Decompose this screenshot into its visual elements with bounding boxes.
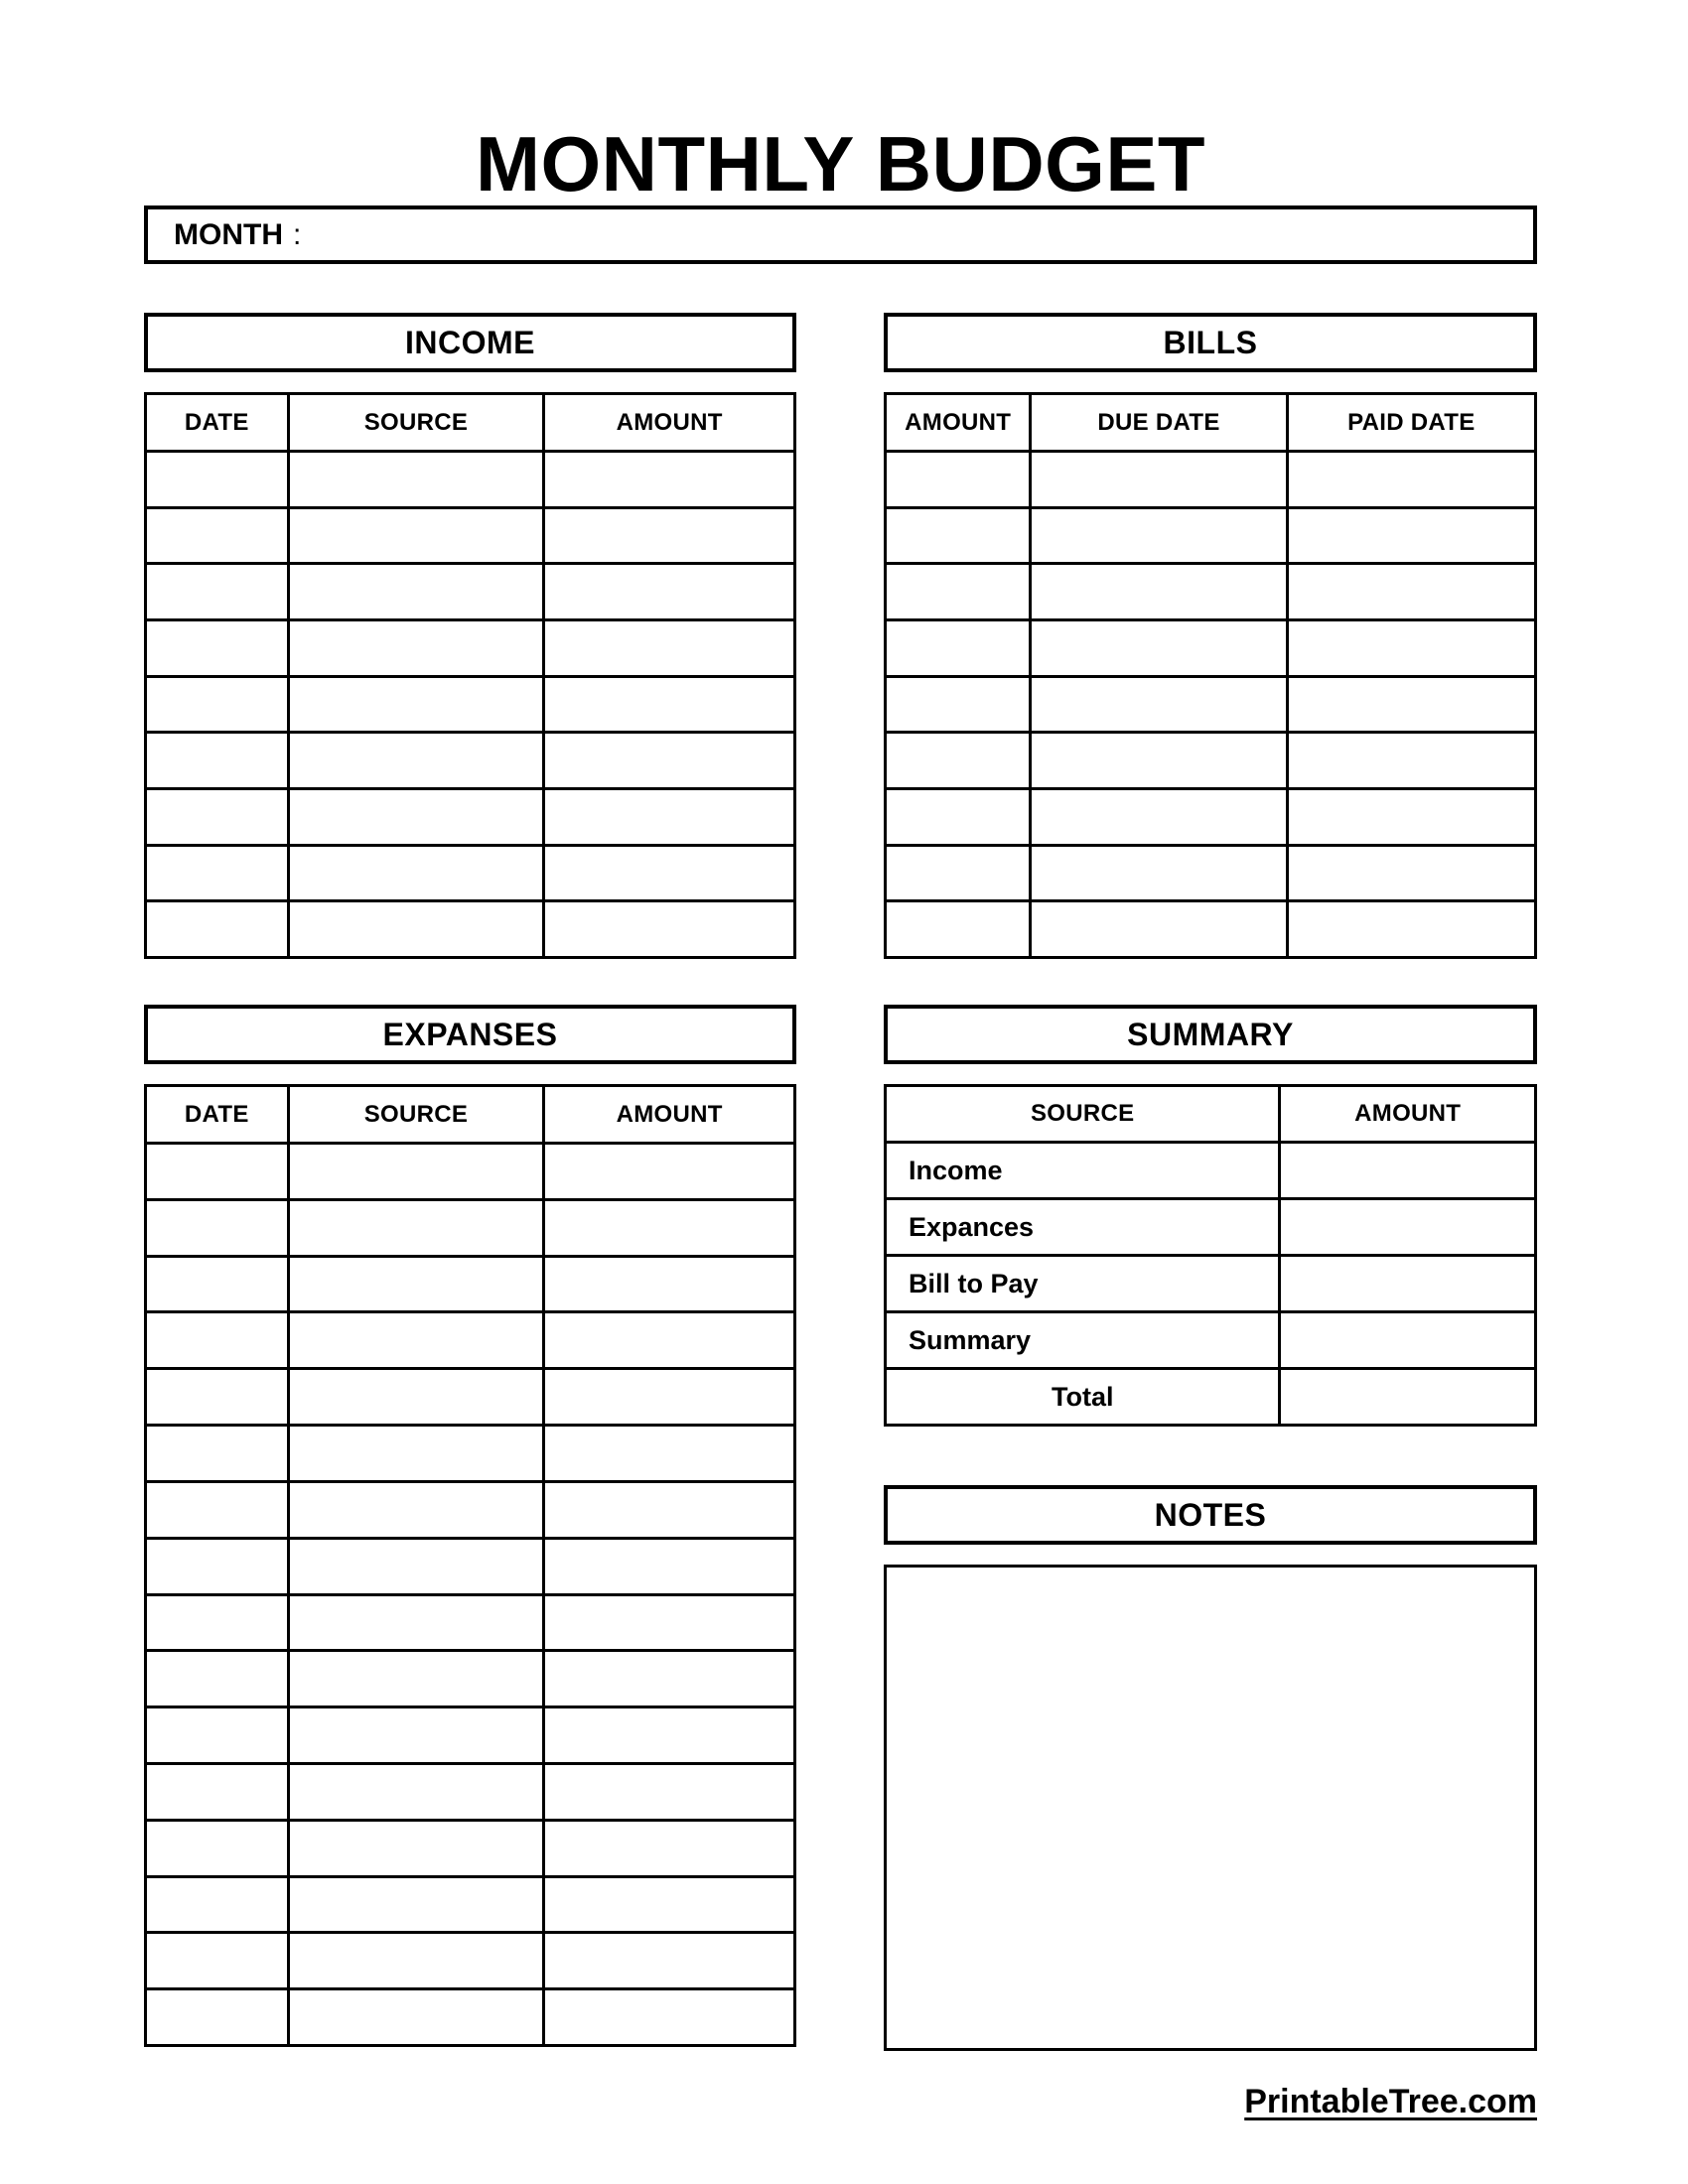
blank-cell[interactable] [542, 1540, 793, 1593]
blank-cell[interactable] [542, 1934, 793, 1987]
income-title-text: INCOME [405, 324, 535, 360]
expanses-col-amount: AMOUNT [542, 1087, 793, 1142]
summary-row-total [887, 1367, 1534, 1424]
blank-row [147, 1706, 793, 1762]
blank-cell[interactable] [542, 1822, 793, 1875]
expanses-header-row [147, 1087, 793, 1142]
page-title: MONTHLY BUDGET [475, 120, 1206, 207]
blank-cell[interactable] [147, 678, 287, 732]
blank-cell[interactable] [542, 1258, 793, 1311]
blank-row [887, 450, 1534, 506]
blank-row [147, 1649, 793, 1706]
summary-row-bill-to-pay [887, 1254, 1534, 1310]
blank-row [147, 1819, 793, 1875]
expanses-col-source: SOURCE [287, 1087, 543, 1142]
blank-cell[interactable] [1286, 565, 1534, 618]
blank-cell[interactable] [287, 847, 543, 900]
notes-writing-area[interactable] [884, 1565, 1537, 2051]
blank-row [147, 731, 793, 787]
month-colon: : [292, 217, 302, 251]
blank-cell[interactable] [287, 1990, 543, 2044]
blank-cell[interactable] [287, 1483, 543, 1537]
blank-row [887, 562, 1534, 618]
summary-section-title [884, 1005, 1537, 1064]
blank-cell[interactable] [147, 1258, 287, 1311]
blank-cell[interactable] [147, 1878, 287, 1932]
blank-cell[interactable] [542, 1145, 793, 1198]
expanses-section-title [144, 1005, 796, 1064]
blank-cell[interactable] [1286, 734, 1534, 787]
blank-cell[interactable] [542, 1201, 793, 1255]
blank-row [147, 562, 793, 618]
income-col-amount: AMOUNT [542, 395, 793, 450]
blank-cell[interactable] [147, 734, 287, 787]
blank-cell[interactable] [542, 1370, 793, 1424]
blank-cell[interactable] [1029, 453, 1285, 506]
expanses-col-date: DATE [184, 1100, 249, 1128]
blank-cell[interactable] [147, 902, 287, 956]
income-header-row [147, 395, 793, 450]
blank-cell[interactable] [287, 1934, 543, 1987]
blank-row [887, 618, 1534, 675]
blank-cell[interactable] [287, 453, 543, 506]
blank-cell[interactable] [887, 621, 1029, 675]
blank-cell[interactable] [542, 453, 793, 506]
blank-row [147, 1762, 793, 1819]
blank-cell[interactable] [147, 1370, 287, 1424]
summary-amount-cell[interactable] [1278, 1200, 1534, 1254]
blank-cell[interactable] [1286, 847, 1534, 900]
blank-row [887, 899, 1534, 956]
summary-col-amount: AMOUNT [1278, 1087, 1534, 1141]
blank-cell[interactable] [287, 565, 543, 618]
blank-cell[interactable] [147, 565, 287, 618]
expanses-table-body [147, 1142, 793, 2044]
footer-site-link[interactable]: PrintableTree.com [1244, 2083, 1537, 2120]
blank-cell[interactable] [542, 621, 793, 675]
bills-col-paid-date: PAID DATE [1286, 395, 1534, 450]
blank-cell[interactable] [287, 1708, 543, 1762]
blank-row [147, 450, 793, 506]
blank-row [147, 1875, 793, 1932]
summary-title-text: SUMMARY [1127, 1016, 1294, 1052]
footer [144, 2083, 1537, 2121]
summary-amount-cell[interactable] [1278, 1313, 1534, 1367]
summary-table [884, 1084, 1537, 1427]
blank-cell[interactable] [542, 1427, 793, 1480]
blank-cell[interactable] [147, 1934, 287, 1987]
blank-cell[interactable] [287, 621, 543, 675]
blank-cell[interactable] [287, 1822, 543, 1875]
blank-cell[interactable] [542, 1652, 793, 1706]
income-table-body [147, 450, 793, 956]
expanses-title-text: EXPANSES [382, 1016, 558, 1052]
blank-cell[interactable] [542, 1878, 793, 1932]
blank-row [147, 1593, 793, 1650]
blank-cell[interactable] [147, 1765, 287, 1819]
blank-cell[interactable] [1286, 509, 1534, 563]
income-col-date: DATE [184, 408, 249, 436]
blank-cell[interactable] [287, 1370, 543, 1424]
summary-total-label: Total [1051, 1381, 1114, 1412]
blank-cell[interactable] [287, 902, 543, 956]
blank-cell[interactable] [887, 790, 1029, 844]
blank-cell[interactable] [1286, 902, 1534, 956]
blank-cell[interactable] [147, 1427, 287, 1480]
blank-row [147, 1987, 793, 2044]
blank-cell[interactable] [542, 1483, 793, 1537]
blank-cell[interactable] [542, 1708, 793, 1762]
blank-row [887, 506, 1534, 563]
blank-cell[interactable] [147, 509, 287, 563]
blank-cell[interactable] [1029, 678, 1285, 732]
blank-cell[interactable] [287, 1652, 543, 1706]
blank-cell[interactable] [887, 453, 1029, 506]
blank-cell[interactable] [542, 1313, 793, 1367]
blank-cell[interactable] [147, 1596, 287, 1650]
blank-cell[interactable] [147, 453, 287, 506]
blank-cell[interactable] [887, 902, 1029, 956]
expanses-table [144, 1084, 796, 2047]
month-label: MONTH [174, 217, 283, 251]
blank-cell[interactable] [147, 1201, 287, 1255]
month-field [144, 205, 1537, 264]
blank-cell[interactable] [1029, 902, 1285, 956]
income-section-title [144, 313, 796, 372]
bills-col-amount: AMOUNT [905, 408, 1012, 436]
blank-cell[interactable] [287, 1540, 543, 1593]
summary-row-summary [887, 1310, 1534, 1367]
blank-cell[interactable] [887, 678, 1029, 732]
notes-section-title [884, 1485, 1537, 1545]
blank-cell[interactable] [542, 1765, 793, 1819]
blank-row [147, 1367, 793, 1424]
bills-header-row [887, 395, 1534, 450]
blank-row [887, 731, 1534, 787]
blank-cell[interactable] [147, 1822, 287, 1875]
blank-row [147, 899, 793, 956]
blank-cell[interactable] [542, 847, 793, 900]
summary-row-label: Summary [909, 1324, 1032, 1355]
blank-cell[interactable] [542, 565, 793, 618]
notes-title-text: NOTES [1154, 1496, 1267, 1533]
blank-cell[interactable] [1286, 621, 1534, 675]
blank-cell[interactable] [542, 734, 793, 787]
blank-cell[interactable] [287, 1596, 543, 1650]
summary-amount-cell[interactable] [1278, 1257, 1534, 1310]
income-col-source: SOURCE [287, 395, 543, 450]
blank-cell[interactable] [1029, 509, 1285, 563]
blank-cell[interactable] [1029, 847, 1285, 900]
blank-cell[interactable] [1029, 790, 1285, 844]
blank-cell[interactable] [147, 1708, 287, 1762]
blank-cell[interactable] [147, 1990, 287, 2044]
blank-row [147, 1424, 793, 1480]
blank-cell[interactable] [147, 1483, 287, 1537]
blank-cell[interactable] [147, 621, 287, 675]
blank-cell[interactable] [542, 509, 793, 563]
blank-cell[interactable] [287, 509, 543, 563]
blank-row [147, 1198, 793, 1255]
blank-row [147, 1310, 793, 1367]
bills-title-text: BILLS [1163, 324, 1258, 360]
blank-row [147, 1537, 793, 1593]
summary-header-row [887, 1087, 1534, 1141]
bills-table-body [887, 450, 1534, 956]
blank-row [147, 675, 793, 732]
blank-cell[interactable] [287, 1878, 543, 1932]
blank-cell[interactable] [542, 1596, 793, 1650]
blank-cell[interactable] [147, 847, 287, 900]
blank-cell[interactable] [287, 1427, 543, 1480]
blank-row [147, 506, 793, 563]
blank-cell[interactable] [287, 1313, 543, 1367]
blank-row [147, 1931, 793, 1987]
blank-cell[interactable] [287, 678, 543, 732]
blank-row [147, 787, 793, 844]
bills-section-title [884, 313, 1537, 372]
blank-row [887, 844, 1534, 900]
blank-cell[interactable] [287, 1201, 543, 1255]
blank-cell[interactable] [1029, 621, 1285, 675]
bills-col-due-date: DUE DATE [1029, 395, 1285, 450]
blank-row [147, 1255, 793, 1311]
income-table [144, 392, 796, 959]
blank-cell[interactable] [1286, 453, 1534, 506]
summary-row-expances [887, 1197, 1534, 1254]
summary-amount-cell[interactable] [1278, 1144, 1534, 1197]
blank-cell[interactable] [287, 1765, 543, 1819]
summary-row-label: Income [909, 1155, 1003, 1185]
summary-row-income [887, 1141, 1534, 1197]
month-value-field[interactable] [301, 209, 1533, 260]
blank-cell[interactable] [887, 847, 1029, 900]
blank-cell[interactable] [1286, 790, 1534, 844]
summary-row-label: Expances [909, 1211, 1035, 1242]
blank-cell[interactable] [1029, 565, 1285, 618]
summary-col-source: SOURCE [1030, 1100, 1135, 1127]
blank-row [147, 1480, 793, 1537]
blank-cell[interactable] [287, 790, 543, 844]
blank-cell[interactable] [887, 734, 1029, 787]
blank-cell[interactable] [287, 734, 543, 787]
bills-table [884, 392, 1537, 959]
blank-cell[interactable] [1029, 734, 1285, 787]
blank-row [147, 1142, 793, 1198]
blank-cell[interactable] [887, 509, 1029, 563]
blank-cell[interactable] [147, 1145, 287, 1198]
blank-cell[interactable] [147, 790, 287, 844]
blank-cell[interactable] [147, 1540, 287, 1593]
blank-cell[interactable] [287, 1145, 543, 1198]
blank-cell[interactable] [542, 1990, 793, 2044]
blank-row [147, 618, 793, 675]
blank-cell[interactable] [887, 565, 1029, 618]
blank-cell[interactable] [542, 790, 793, 844]
blank-cell[interactable] [542, 678, 793, 732]
blank-cell[interactable] [147, 1313, 287, 1367]
blank-row [887, 675, 1534, 732]
summary-row-label: Bill to Pay [909, 1268, 1039, 1298]
blank-row [147, 844, 793, 900]
blank-cell[interactable] [147, 1652, 287, 1706]
blank-cell[interactable] [542, 902, 793, 956]
blank-row [887, 787, 1534, 844]
summary-total-amount-cell[interactable] [1278, 1370, 1534, 1424]
blank-cell[interactable] [1286, 678, 1534, 732]
blank-cell[interactable] [287, 1258, 543, 1311]
